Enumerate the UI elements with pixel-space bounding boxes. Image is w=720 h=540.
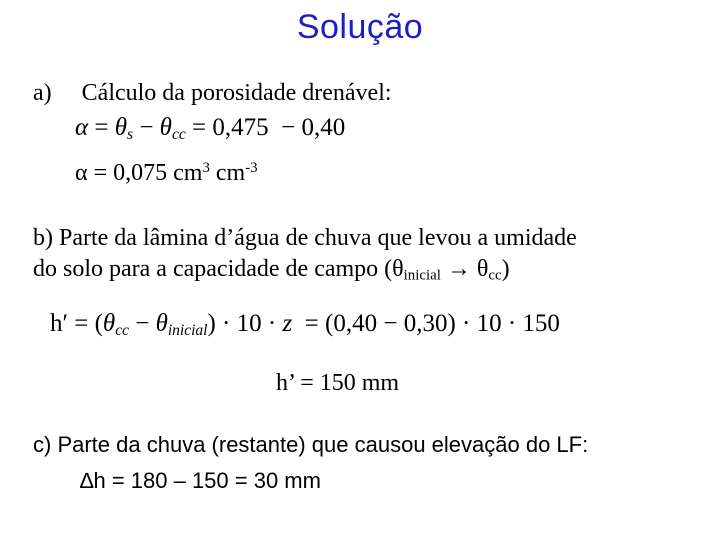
- theta-subscript: inicial: [403, 267, 441, 284]
- equals-sign: =: [94, 114, 109, 141]
- section-b-line-2: [33, 256, 510, 283]
- theta-symbol: θ: [476, 256, 489, 282]
- section-c-heading: c) Parte da chuva (restante) que causou elevação do LF:: [33, 432, 589, 457]
- section-a-heading-row: [33, 80, 392, 107]
- delta-symbol: ∆: [80, 468, 94, 493]
- z-variable: z: [282, 310, 293, 337]
- dot-operator: ·: [267, 310, 277, 337]
- theta-subscript: s: [127, 125, 134, 143]
- unit: cm: [173, 160, 203, 186]
- section-b-line-1: b) Parte da lâmina d’água de chuva que levou a umidade: [33, 225, 577, 251]
- section-a-label: a): [33, 80, 52, 106]
- theta-symbol: θ: [392, 256, 404, 282]
- porosity-result: [75, 160, 258, 187]
- equals-sign: =: [93, 160, 108, 186]
- unit-exponent: -3: [245, 159, 258, 176]
- lamina-result: h’ = 150 mm: [276, 370, 400, 396]
- open-paren: (: [94, 310, 103, 337]
- dot-operator: ·: [222, 310, 231, 337]
- value: 0,475: [212, 114, 269, 141]
- minus-sign: −: [281, 114, 296, 141]
- theta-subscript: inicial: [167, 321, 208, 339]
- minus-sign: −: [139, 114, 154, 141]
- section-b-line-2-text: do solo para a capacidade de campo (: [33, 256, 393, 282]
- value: 10: [236, 310, 262, 337]
- h-prime: h′: [50, 310, 68, 337]
- equals-sign: =: [304, 310, 319, 337]
- section-a-heading: Cálculo da porosidade drenável:: [81, 80, 392, 106]
- theta-subscript: cc: [171, 125, 186, 143]
- unit-exponent: 3: [202, 159, 210, 176]
- section-c-result: [80, 468, 321, 494]
- value: 0,075: [113, 160, 168, 186]
- unit: cm: [215, 160, 246, 186]
- close-paren: ): [501, 256, 510, 282]
- theta-symbol: θ: [159, 114, 172, 141]
- porosity-equation: [75, 114, 345, 142]
- slide-title: Solução: [296, 8, 424, 46]
- theta-subscript: cc: [115, 321, 129, 339]
- arrow-icon: →: [446, 256, 471, 282]
- section-c-equation: h = 180 – 150 = 30 mm: [93, 468, 321, 493]
- theta-symbol: θ: [155, 310, 168, 337]
- lamina-equation: [50, 310, 560, 338]
- equation-rhs: (0,40 − 0,30) · 10 · 150: [325, 310, 560, 337]
- theta-symbol: θ: [102, 310, 116, 337]
- theta-subscript: cc: [488, 267, 502, 284]
- equals-sign: =: [191, 114, 207, 141]
- theta-symbol: θ: [114, 114, 128, 141]
- alpha-symbol: α: [75, 160, 88, 186]
- alpha-symbol: α: [75, 114, 89, 141]
- value: 0,40: [301, 114, 346, 141]
- minus-sign: −: [135, 310, 150, 337]
- equals-sign: =: [74, 310, 89, 337]
- close-paren: ): [207, 310, 216, 337]
